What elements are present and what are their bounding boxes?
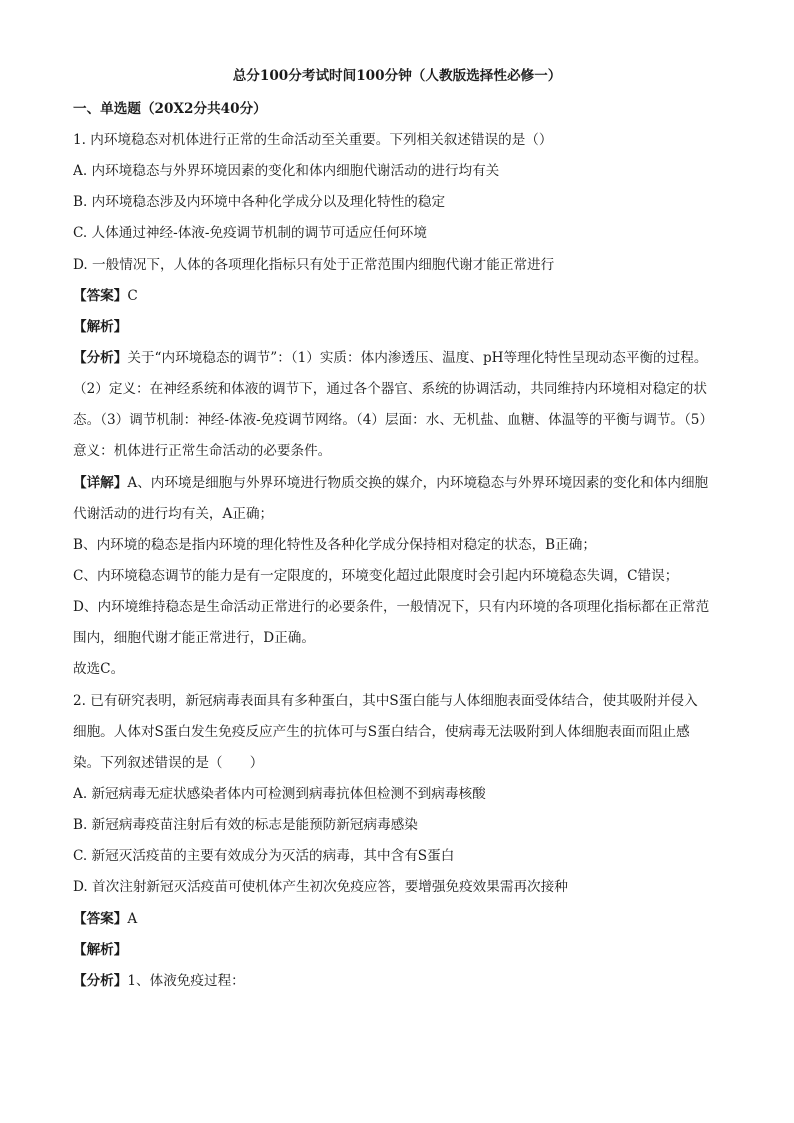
line-text: C. 新冠灭活疫苗的主要有效成分为灭活的病毒，其中含有S蛋白 bbox=[73, 848, 455, 864]
question-2-stem-line bbox=[73, 753, 733, 773]
line-text: D. 一般情况下，人体的各项理化指标只有处于正常范围内细胞代谢才能正常进行 bbox=[73, 257, 555, 273]
question-1-option-d bbox=[73, 255, 733, 275]
line-text: B. 新冠病毒疫苗注射后有效的标志是能预防新冠病毒感染 bbox=[73, 817, 418, 833]
line-text: 1. 内环境稳态对机体进行正常的生命活动至关重要。下列相关叙述错误的是（） bbox=[73, 132, 553, 148]
line-tag: 【答案】 bbox=[73, 911, 128, 927]
line-tag: 【答案】 bbox=[73, 288, 128, 304]
question-1-conclusion bbox=[73, 659, 733, 679]
line-text: B、内环境的稳态是指内环境的理化特性及各种化学成分保持相对稳定的状态，B正确； bbox=[73, 537, 596, 553]
line-text: A. 新冠病毒无症状感染者体内可检测到病毒抗体但检测不到病毒核酸 bbox=[73, 786, 486, 802]
question-2-analysis bbox=[73, 971, 733, 991]
line-text: 染。下列叙述错误的是（ ） bbox=[73, 755, 264, 771]
question-1-detail bbox=[73, 473, 733, 493]
question-1-option-c bbox=[73, 223, 733, 243]
section-heading: 一、单选题（20X2分共40分） bbox=[73, 101, 267, 117]
line-text: 2. 已有研究表明，新冠病毒表面具有多种蛋白，其中S蛋白能与人体细胞表面受体结合，使其吸附并侵入 bbox=[73, 693, 698, 709]
question-2-explanation-heading bbox=[73, 940, 733, 960]
line-text: 1、体液免疫过程： bbox=[127, 973, 245, 989]
question-2-option-d bbox=[73, 877, 733, 897]
question-1-detail-line bbox=[73, 628, 733, 648]
page-title: 总分100分考试时间100分钟（人教版选择性必修一） bbox=[232, 68, 562, 84]
question-1-explanation-heading bbox=[73, 317, 733, 337]
line-tag: 【分析】 bbox=[73, 350, 128, 366]
question-2-option-a bbox=[73, 784, 733, 804]
line-text: B. 内环境稳态涉及内环境中各种化学成分以及理化特性的稳定 bbox=[73, 194, 446, 210]
question-2-option-c bbox=[73, 846, 733, 866]
line-text: C、内环境稳态调节的能力是有一定限度的，环境变化超过此限度时会引起内环境稳态失调，C错误； bbox=[73, 568, 679, 584]
question-1-detail-line bbox=[73, 535, 733, 555]
question-2-option-b bbox=[73, 815, 733, 835]
line-text: 意义：机体进行正常生命活动的必要条件。 bbox=[73, 443, 332, 459]
line-text: 故选C。 bbox=[73, 661, 125, 677]
line-tag: 【解析】 bbox=[73, 319, 128, 335]
question-1-detail-line bbox=[73, 566, 733, 586]
question-1-analysis-line bbox=[73, 379, 733, 399]
line-text: 代谢活动的进行均有关，A正确； bbox=[73, 506, 274, 522]
line-text: D. 首次注射新冠灭活疫苗可使机体产生初次免疫应答，要增强免疫效果需再次接种 bbox=[73, 879, 568, 895]
question-2-stem bbox=[73, 691, 733, 711]
line-text: （2）定义：在神经系统和体液的调节下，通过各个器官、系统的协调活动，共同维持内环境相对稳定的状 bbox=[73, 381, 707, 397]
line-text: 围内，细胞代谢才能正常进行，D正确。 bbox=[73, 630, 315, 646]
question-1-option-a bbox=[73, 161, 733, 181]
question-2-answer bbox=[73, 909, 733, 929]
question-1-answer bbox=[73, 286, 733, 306]
line-text: 态。（3）调节机制：神经-体液-免疫调节网络。（4）层面：水、无机盐、血糖、体温等的平衡与调节。（5） bbox=[73, 412, 714, 428]
question-1-detail-line bbox=[73, 504, 733, 524]
question-1-option-b bbox=[73, 192, 733, 212]
line-tag: 【详解】 bbox=[73, 475, 128, 491]
line-text: C bbox=[127, 288, 138, 304]
line-text: D、内环境维持稳态是生命活动正常进行的必要条件，一般情况下，只有内环境的各项理化指标都在正常范 bbox=[73, 599, 710, 615]
line-text: A、内环境是细胞与外界环境进行物质交换的媒介，内环境稳态与外界环境因素的变化和体内细胞 bbox=[127, 475, 709, 491]
line-text: 细胞。人体对S蛋白发生免疫反应产生的抗体可与S蛋白结合，使病毒无法吸附到人体细胞表面而阻止感 bbox=[73, 724, 690, 740]
line-tag: 【解析】 bbox=[73, 942, 128, 958]
question-2-stem-line bbox=[73, 722, 733, 742]
question-1-detail-line bbox=[73, 597, 733, 617]
line-text: 关于“内环境稳态的调节”：（1）实质：体内渗透压、温度、pH等理化特性呈现动态平衡的过程。 bbox=[127, 350, 708, 366]
question-1-stem bbox=[73, 130, 733, 150]
question-1-analysis-line bbox=[73, 410, 733, 430]
line-text: C. 人体通过神经-体液-免疫调节机制的调节可适应任何环境 bbox=[73, 225, 427, 241]
line-text: A. 内环境稳态与外界环境因素的变化和体内细胞代谢活动的进行均有关 bbox=[73, 163, 500, 179]
question-1-analysis bbox=[73, 348, 733, 368]
question-1-analysis-line bbox=[73, 441, 733, 461]
line-text: A bbox=[127, 911, 138, 927]
line-tag: 【分析】 bbox=[73, 973, 128, 989]
